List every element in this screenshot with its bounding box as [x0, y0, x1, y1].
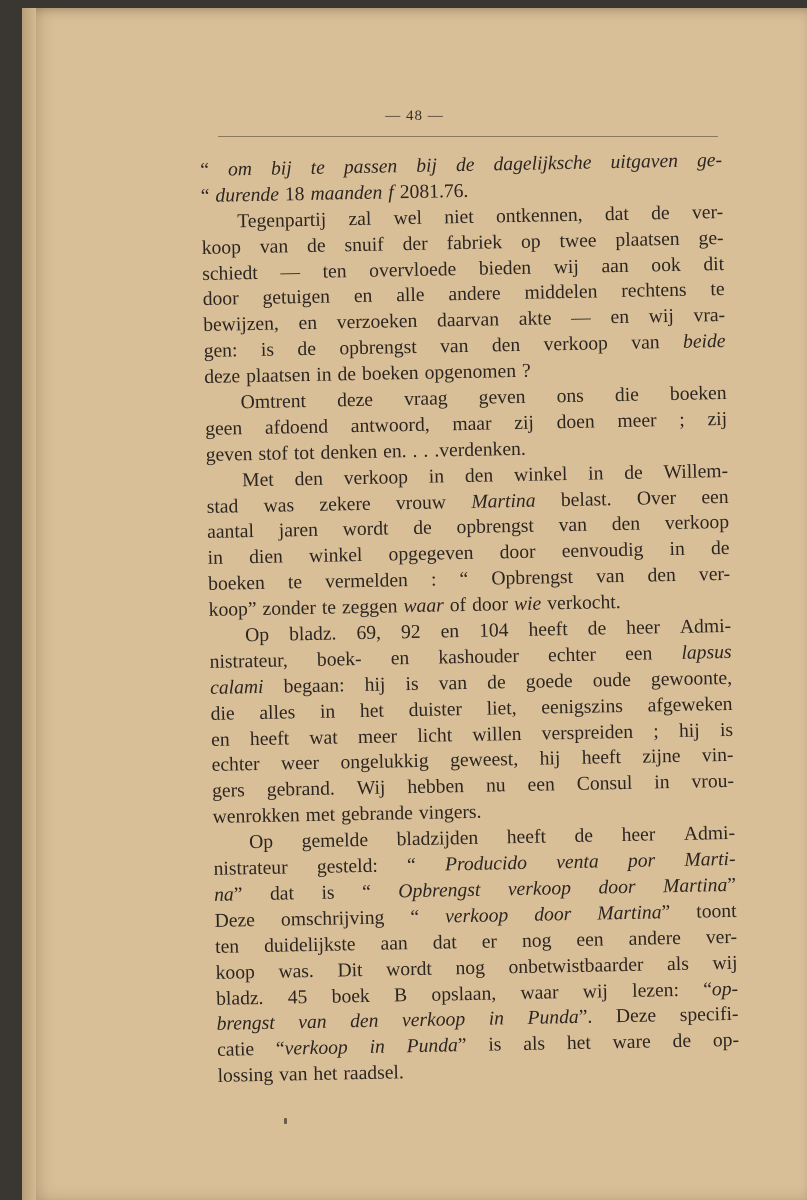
word: toont [696, 900, 737, 923]
word: in [316, 364, 332, 386]
body-text [200, 148, 740, 1090]
word: geen [205, 418, 243, 440]
word: fabriek [446, 231, 503, 254]
word: bij [416, 155, 438, 177]
word: in [207, 547, 224, 570]
word: echter [211, 754, 260, 777]
word: zonder [262, 598, 317, 621]
word: vra- [693, 305, 726, 327]
word: de [650, 202, 670, 225]
word: en [390, 647, 410, 670]
word: 104 [478, 620, 509, 642]
word: in [369, 1036, 386, 1059]
word: opbrengst [456, 516, 535, 539]
word: die [614, 384, 640, 407]
word: afdoend [264, 416, 329, 439]
word: van [298, 1012, 327, 1034]
word: afgeweken [647, 693, 733, 717]
word: hebben [407, 776, 465, 799]
word: ons [556, 385, 585, 408]
word: van [558, 515, 588, 537]
word: koop” [208, 599, 257, 622]
word: ; [679, 409, 685, 431]
word: bewijzen, [203, 313, 280, 337]
word: Producido [444, 852, 528, 876]
word: kashouder [438, 645, 520, 669]
word: lapsus [681, 641, 732, 664]
word: wie [513, 593, 542, 616]
word: “verkoop [275, 1037, 348, 1060]
word: door [499, 541, 536, 564]
word: wat [309, 727, 338, 749]
word: geven [205, 443, 253, 466]
word: in [587, 463, 604, 485]
word: duidelijkste [263, 933, 356, 957]
word: op- [712, 1030, 740, 1052]
word: den [647, 565, 677, 587]
word: ? [521, 360, 531, 382]
word: f [388, 182, 394, 204]
word: Punda”. [527, 1007, 593, 1030]
word: meer [357, 725, 398, 748]
word: door [534, 903, 572, 926]
word: “ [200, 159, 210, 181]
word: — [570, 307, 591, 330]
word: alle [396, 285, 425, 307]
word: “ [406, 855, 416, 877]
word: gen: [203, 340, 238, 363]
word: de [624, 462, 643, 484]
word: . [423, 440, 429, 462]
word: Admi- [679, 615, 732, 638]
word: hij [539, 748, 561, 771]
word: wij [582, 980, 609, 1003]
word: 18 [284, 183, 305, 206]
word: verkoop [343, 466, 409, 489]
word: 2081.76. [399, 180, 469, 204]
word: en [440, 621, 460, 643]
word: ongelukkig [340, 751, 429, 774]
page-number: — 48 — [385, 108, 444, 124]
word: licht [417, 724, 453, 747]
word: vraag [403, 388, 448, 411]
word: van [439, 336, 469, 358]
word: wij [712, 952, 738, 974]
word: zij [707, 408, 728, 431]
word: omschrijving [280, 907, 385, 931]
word: vrouw [395, 491, 447, 514]
word: het [359, 700, 385, 722]
word: vrou- [691, 771, 735, 794]
word: van [438, 672, 468, 695]
word: het [313, 1063, 338, 1086]
word: B [393, 984, 408, 1006]
word: in [319, 701, 336, 723]
word: winkel [513, 463, 568, 486]
word: door [598, 876, 636, 899]
word: der [402, 233, 428, 255]
word: dat [432, 931, 457, 954]
word: geven [478, 386, 526, 409]
word: opbrengst [339, 337, 417, 360]
word: . [412, 440, 418, 462]
word: den [491, 335, 521, 357]
word: gebrande [340, 803, 414, 826]
word: alles [259, 701, 296, 724]
word: doen [556, 411, 595, 434]
word: bladzijden [396, 827, 479, 851]
word: was. [278, 960, 315, 983]
word: op [520, 231, 541, 253]
word: niet [444, 206, 474, 229]
word: de [486, 672, 506, 694]
word: ten [214, 936, 240, 958]
word: boeken [361, 362, 419, 386]
word: bij [270, 158, 292, 180]
word: ontkennen, [495, 204, 583, 228]
word: ge- [696, 149, 723, 172]
word: bladz. [288, 623, 337, 646]
word: lezen: [631, 979, 680, 1002]
word: lossing [217, 1064, 274, 1088]
word: ver- [698, 564, 731, 586]
word: door [471, 594, 509, 616]
word: Op [248, 831, 274, 854]
word: geweest, [449, 749, 519, 772]
word: nu [485, 775, 506, 797]
word: gebrand. [266, 778, 336, 802]
word: de [574, 825, 594, 848]
word: Tegenpartij [237, 209, 327, 233]
word: Deze [214, 909, 256, 932]
word: stad [206, 495, 239, 518]
word: van [631, 332, 660, 354]
word: van [259, 235, 289, 258]
word: is [405, 673, 419, 695]
word: gemelde [301, 830, 369, 853]
word: vin- [701, 745, 734, 767]
word: maar [452, 413, 492, 436]
word: van [595, 566, 625, 588]
word: aantal [206, 521, 255, 544]
word: verkoop [664, 512, 730, 535]
word: denken [320, 441, 378, 464]
word: te [287, 572, 303, 594]
word: nog [521, 930, 552, 952]
word: is [321, 882, 335, 904]
word: liet, [486, 697, 517, 720]
word: hij [678, 720, 700, 742]
word: specifi- [679, 1004, 739, 1027]
word: zij [514, 412, 535, 434]
word: — [280, 261, 301, 284]
word: plaatsen [615, 228, 680, 251]
word: en [298, 313, 318, 335]
word: een [624, 643, 653, 665]
word: getuigen [262, 286, 331, 310]
word: wordt [342, 518, 389, 541]
word: Willem- [663, 460, 729, 483]
word: gesteld: [316, 855, 379, 878]
word: vingers. [418, 801, 482, 825]
word: stof [258, 443, 289, 465]
word: onbetwistbaarder [508, 954, 644, 978]
word: twee [559, 230, 597, 252]
word: por [627, 850, 656, 872]
word: Op [244, 624, 270, 647]
word: wenrokken [212, 805, 300, 829]
word: echter [547, 644, 597, 667]
word: dat [604, 203, 630, 226]
word: ; [653, 720, 659, 742]
word: het [566, 1032, 592, 1055]
word: deze [204, 366, 241, 389]
word: vermelden [324, 570, 409, 593]
word: winkel [308, 545, 363, 568]
header-rule [218, 136, 718, 137]
word: antwoord, [350, 414, 430, 438]
word: dat [269, 883, 295, 905]
word: Dit [337, 959, 363, 982]
word: opgegeven [388, 543, 474, 566]
word: Martina” [597, 901, 671, 925]
word: catie [216, 1039, 255, 1062]
word: deze [336, 389, 374, 412]
word: heeft [249, 727, 290, 750]
word: zeggen [341, 596, 398, 619]
word: Omtrent [240, 391, 307, 414]
word: koop [201, 236, 242, 259]
word: heer [625, 617, 661, 639]
ink-speck [284, 1118, 287, 1124]
word: duister [408, 698, 463, 721]
word: goede [525, 670, 573, 693]
word: begaan: [283, 675, 345, 698]
book-page [22, 8, 807, 1200]
word: Punda” [406, 1035, 467, 1058]
word: Consul [576, 773, 633, 796]
word: zijne [642, 746, 681, 769]
word: rechtens [621, 280, 687, 303]
word: of [449, 595, 467, 617]
word: in [654, 772, 670, 794]
word: raadsel. [343, 1062, 404, 1085]
word: de [297, 339, 317, 361]
word: te [321, 597, 337, 619]
word: den [464, 465, 494, 487]
word: belast. [560, 488, 612, 511]
word: waar [520, 981, 559, 1004]
word: de [306, 235, 326, 257]
word: boek- [316, 648, 362, 671]
word: is [719, 719, 734, 741]
word: brengst [216, 1013, 275, 1036]
word: boek [331, 985, 370, 1008]
word: Martina [471, 490, 536, 513]
word: de [337, 364, 357, 386]
word: in [488, 1008, 505, 1031]
word: aan [601, 255, 629, 277]
word: die [210, 703, 235, 725]
word: verkoop [401, 1009, 466, 1032]
word: andere [448, 283, 501, 306]
word: Admi- [683, 823, 736, 845]
word: de [710, 538, 730, 560]
word: ver- [705, 926, 738, 949]
word: bladz. [215, 987, 264, 1010]
word: en. [382, 440, 407, 463]
word: middelen [524, 281, 598, 305]
word: beide [682, 331, 726, 353]
word: : [430, 569, 437, 591]
word: Met [241, 469, 274, 491]
word: de [672, 1031, 692, 1053]
word: boeken [207, 573, 265, 596]
word: hij [364, 674, 386, 696]
word: Opbrengst [491, 567, 574, 590]
word: was [263, 494, 295, 517]
word: te [710, 279, 725, 301]
word: .verdenken. [434, 438, 526, 462]
word: ware [612, 1031, 651, 1054]
word: ver- [691, 201, 724, 224]
word: willen [472, 723, 522, 746]
word: Martina” [662, 874, 737, 898]
word: met [305, 804, 336, 827]
word: wij [553, 256, 580, 278]
word: andere [628, 927, 682, 950]
word: 45 [287, 986, 308, 1008]
word: “ [459, 569, 469, 591]
word: door [202, 288, 239, 311]
word: zekere [319, 493, 371, 516]
word: een [527, 774, 555, 797]
word: Over [636, 487, 677, 510]
word: verkoop [444, 905, 509, 928]
word: snuif [344, 234, 384, 256]
word: zal [348, 208, 372, 230]
word: daarvan [436, 309, 500, 332]
word: wij [648, 306, 675, 328]
word: verkoop [543, 333, 609, 356]
word: wordt [385, 958, 433, 981]
word: dagelijksche [493, 152, 592, 176]
word: plaatsen [245, 365, 311, 388]
word: er [481, 931, 498, 953]
word: heer [621, 824, 656, 847]
word: de [455, 154, 475, 177]
word: heeft [528, 619, 568, 641]
word: “ [361, 881, 371, 903]
word: verspreiden [541, 721, 634, 745]
word: nistrateur [213, 857, 288, 880]
word: in [669, 539, 686, 561]
word: als [523, 1033, 546, 1056]
word: Deze [615, 1005, 657, 1028]
word: calami [209, 676, 264, 699]
word: gewoonte, [650, 667, 733, 691]
word: uitgaven [610, 150, 679, 174]
word: dit [703, 253, 725, 275]
word: nog [455, 957, 486, 979]
word: te [310, 157, 326, 179]
word: bieden [478, 257, 532, 280]
word: een [576, 929, 604, 951]
word: na” [213, 884, 243, 906]
word: schiedt [202, 262, 258, 285]
word: verzoeken [336, 311, 418, 334]
word: “ [410, 906, 420, 928]
word: eenvoudig [561, 539, 644, 563]
word: en [210, 729, 230, 751]
word: weer [280, 753, 320, 776]
word: overvloede [368, 258, 457, 282]
word: van [278, 1064, 308, 1086]
word: Marti- [684, 848, 736, 871]
word: tot [293, 442, 315, 465]
word: is [488, 1034, 502, 1056]
word: akte [518, 308, 552, 331]
word: aan [380, 932, 408, 955]
word: wel [393, 207, 423, 230]
word: een [701, 486, 729, 509]
word: opgenomen [424, 361, 517, 384]
word: ten [322, 260, 347, 283]
word: en [610, 307, 630, 329]
word: heeft [506, 826, 547, 849]
word: opslaan, [431, 982, 497, 1006]
word: den [611, 514, 641, 536]
word: 92 [400, 621, 421, 644]
word: Opbrengst [398, 879, 481, 903]
word: als [666, 953, 690, 975]
word: gers [211, 780, 246, 803]
word: durende [215, 184, 280, 207]
word: heeft [581, 747, 622, 770]
word: waar [403, 595, 444, 618]
word: dien [248, 546, 284, 569]
word: koop [215, 961, 256, 984]
word: jaren [278, 520, 319, 543]
word: is [260, 339, 275, 362]
word: venta [556, 851, 599, 874]
word: ge- [698, 227, 724, 250]
word: boeken [669, 382, 727, 406]
word: de [587, 618, 607, 640]
word: passen [343, 156, 398, 179]
word: “op- [703, 978, 739, 1000]
word: meer [617, 410, 657, 432]
word: Wij [356, 777, 386, 800]
word: ook [651, 254, 681, 276]
word: “ [200, 185, 210, 207]
word: verkocht. [547, 592, 621, 615]
word: in [428, 466, 445, 488]
word: maanden [310, 182, 383, 205]
word: om [227, 159, 253, 181]
word: de [413, 518, 432, 540]
word: 69, [356, 622, 382, 645]
word: den [294, 468, 324, 490]
word: oude [592, 669, 632, 692]
word: en [353, 286, 373, 308]
word: verkoop [507, 877, 572, 901]
word: nistrateur, [209, 650, 288, 673]
word: den [349, 1011, 379, 1033]
word: eenigszins [541, 695, 624, 719]
